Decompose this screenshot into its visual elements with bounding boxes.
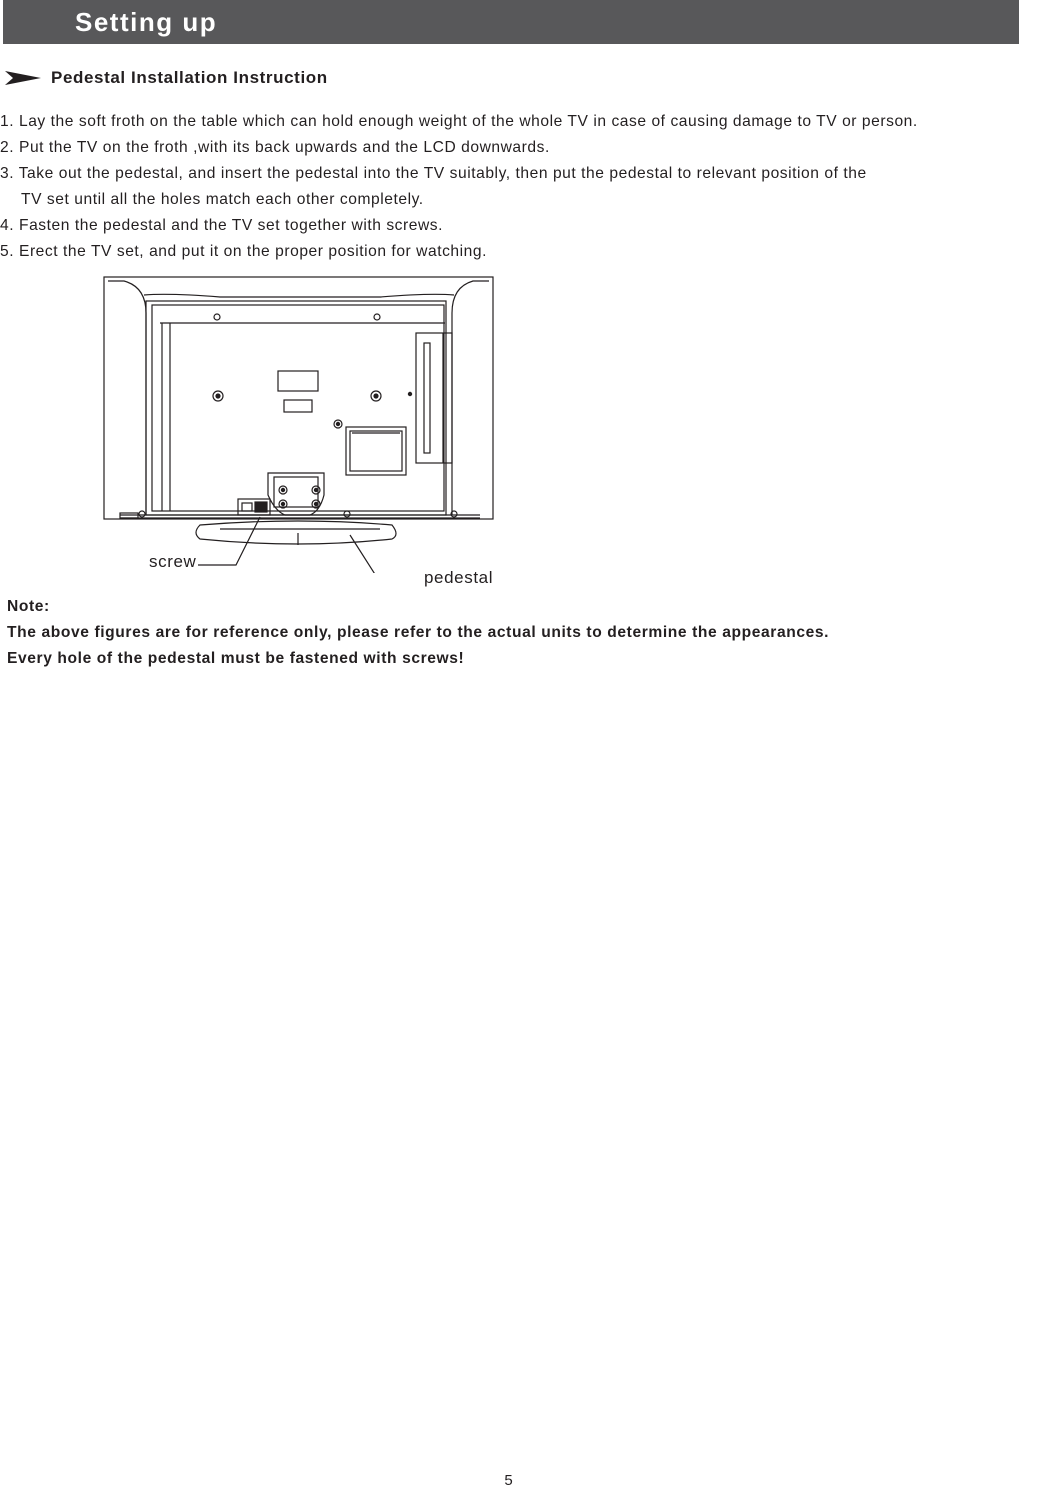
instruction-list	[0, 109, 1052, 265]
note-block	[7, 594, 829, 672]
instruction-step-4: 4. Fasten the pedestal and the TV set together with screws.	[0, 217, 444, 234]
tv-rear-illustration	[100, 273, 500, 578]
arrow-right-icon	[4, 70, 42, 86]
section-heading-text: Pedestal Installation Instruction	[51, 68, 328, 87]
instruction-step-2: 2. Put the TV on the froth ,with its back upwards and the LCD downwards.	[0, 139, 550, 156]
note-line-2: Every hole of the pedestal must be fastened with screws!	[7, 650, 465, 667]
note-line-1: The above figures are for reference only, please refer to the actual units to determine the appearances.	[7, 624, 830, 641]
instruction-step-3: 3. Take out the pedestal, and insert the pedestal into the TV suitably, then put the pedestal to relevant position of the	[0, 165, 867, 182]
instruction-step-1: 1. Lay the soft froth on the table which can hold enough weight of the whole TV in case of causing damage to TV or person.	[0, 113, 918, 130]
pedestal-label: pedestal	[424, 568, 494, 587]
note-title: Note:	[7, 598, 50, 615]
screw-label: screw	[149, 552, 197, 571]
page-title: Setting up	[75, 7, 218, 37]
instruction-step-5: 5. Erect the TV set, and put it on the proper position for watching.	[0, 243, 487, 260]
instruction-step-3-continued: TV set until all the holes match each other completely.	[21, 191, 424, 208]
page-number: 5	[504, 1472, 513, 1489]
header-bar	[3, 0, 1019, 44]
section-heading	[4, 66, 328, 90]
